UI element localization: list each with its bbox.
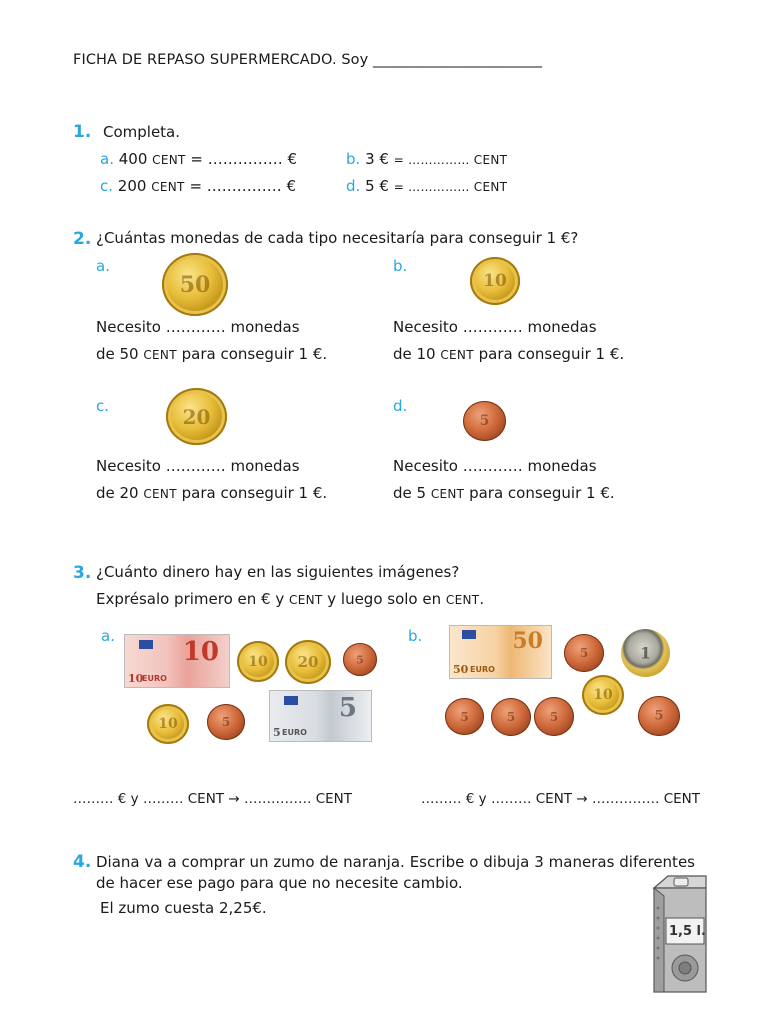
q1-item-b <box>346 150 507 168</box>
banknote-value: 5 <box>338 693 357 723</box>
q1-item-letter: d. <box>346 177 361 195</box>
q1-item-unit: = <box>393 153 405 167</box>
q2-item-letter: b. <box>393 257 408 275</box>
q2-line2-unit: CENT <box>430 487 465 501</box>
question-4-number: 4. <box>73 852 92 872</box>
q2-line2-unit: CENT <box>143 348 177 362</box>
coin-label: 1 <box>639 643 652 663</box>
question-3-text: ¿Cuánto dinero hay en las siguientes imágenes? <box>96 563 460 581</box>
coin-label: 5 <box>654 708 664 724</box>
question-2-text: ¿Cuántas monedas de cada tipo necesitaría para conseguir 1 €? <box>96 229 579 247</box>
q2-item-line2 <box>96 484 327 502</box>
q1-item-a <box>100 150 297 168</box>
q2-item-line1: Necesito ………… monedas <box>96 457 300 475</box>
q1-item-unit: CENT <box>152 153 186 167</box>
q2-item-letter: a. <box>96 257 110 275</box>
q2-item-letter: d. <box>393 397 408 415</box>
banknote-value: 10 <box>128 672 144 685</box>
q2-line2-lead: de 20 <box>96 484 144 502</box>
coin-label: 10 <box>593 687 613 703</box>
q3-answer-b: ……… € y ……… CENT → …………… CENT <box>421 791 701 807</box>
q1-item-unit: = <box>393 180 405 194</box>
q2-line2-rest: para conseguir 1 €. <box>176 484 328 502</box>
coin-label: 5 <box>479 413 490 429</box>
coin-1-euro-icon <box>621 629 670 677</box>
q2-item-line1: Necesito ………… monedas <box>393 457 597 475</box>
q2-line2-lead: de 10 <box>393 345 441 363</box>
coin-20-cent-icon <box>166 388 227 445</box>
coin-20-cent-icon <box>285 640 331 684</box>
q1-item-rest: = …………… € <box>184 177 297 195</box>
coin-50-cent-icon <box>162 253 228 316</box>
q1-item-unit: CENT <box>151 180 185 194</box>
q1-item-letter: a. <box>100 150 114 168</box>
coin-5-cent-icon <box>564 634 604 672</box>
q1-item-lead: 200 <box>117 177 152 195</box>
coin-label: 5 <box>356 653 364 666</box>
banknote-5-euro-icon <box>269 690 372 742</box>
coin-label: 20 <box>297 653 319 671</box>
question-3-number: 3. <box>73 563 92 583</box>
coin-5-cent-icon <box>534 697 574 736</box>
q3-item-letter: a. <box>101 627 115 645</box>
q2-item-line1: Necesito ………… monedas <box>96 318 300 336</box>
juice-carton-icon <box>648 874 712 996</box>
coin-label: 50 <box>179 271 211 298</box>
q2-line2-rest: para conseguir 1 €. <box>464 484 615 502</box>
q1-item-letter: c. <box>100 177 114 195</box>
page-title: FICHA DE REPASO SUPERMERCADO. Soy _______________________ <box>73 52 543 68</box>
q1-item-rest: …………… CENT <box>404 180 508 194</box>
instruction-part: y luego solo en <box>322 590 446 608</box>
banknote-10-euro-icon <box>124 634 230 688</box>
carton-label: 1,5 l. <box>669 924 706 939</box>
banknote-value: 5 <box>273 726 281 739</box>
coin-5-cent-icon <box>207 704 245 740</box>
q2-line2-unit: CENT <box>440 348 474 362</box>
question-4-price: El zumo cuesta 2,25€. <box>100 899 267 917</box>
q1-item-lead: 3 € <box>365 150 394 168</box>
coin-label: 10 <box>483 271 507 291</box>
coin-label: 5 <box>506 710 516 724</box>
q1-item-rest: …………… CENT <box>404 153 508 167</box>
instruction-part: . <box>479 590 485 608</box>
q3-answer-a: ……… € y ……… CENT → …………… CENT <box>73 791 353 807</box>
q1-item-rest: = …………… € <box>185 150 298 168</box>
coin-label: 5 <box>221 715 231 729</box>
question-2-number: 2. <box>73 229 92 249</box>
coin-5-cent-icon <box>463 401 506 441</box>
banknote-value: 10 <box>182 637 219 667</box>
coin-5-cent-icon <box>491 698 531 736</box>
coin-label: 20 <box>182 404 211 429</box>
q1-item-lead: 5 € <box>365 177 394 195</box>
coin-10-cent-icon <box>147 704 189 744</box>
instruction-unit: CENT <box>445 593 480 607</box>
q2-line2-rest: para conseguir 1 €. <box>473 345 625 363</box>
q2-item-line2 <box>393 345 624 363</box>
instruction-unit: CENT <box>289 593 323 607</box>
coin-5-cent-icon <box>343 643 377 676</box>
coin-label: 5 <box>460 709 469 724</box>
q2-item-line2 <box>393 484 615 502</box>
banknote-currency: EURO <box>470 665 495 674</box>
q2-item-line2 <box>96 345 327 363</box>
banknote-value: 50 <box>512 628 543 654</box>
coin-label: 10 <box>158 716 178 732</box>
coin-label: 10 <box>248 653 268 670</box>
question-1-number: 1. <box>73 122 92 142</box>
q3-item-letter: b. <box>408 627 423 645</box>
q2-line2-unit: CENT <box>143 487 177 501</box>
banknote-currency: EURO <box>282 728 307 737</box>
banknote-value: 50 <box>453 663 469 676</box>
coin-label: 5 <box>579 646 589 660</box>
q1-item-letter: b. <box>346 150 361 168</box>
instruction-part: Exprésalo primero en € y <box>96 590 290 608</box>
q1-item-d <box>346 177 507 195</box>
banknote-currency: EURO <box>142 674 167 683</box>
q2-line2-lead: de 5 <box>393 484 431 502</box>
question-3-instruction <box>96 590 484 608</box>
coin-10-cent-icon <box>470 257 520 305</box>
coin-5-cent-icon <box>638 696 680 736</box>
q1-item-lead: 400 <box>118 150 153 168</box>
coin-5-cent-icon <box>445 698 484 735</box>
question-1-text: Completa. <box>103 123 181 141</box>
question-4-text: Diana va a comprar un zumo de naranja. Escribe o dibuja 3 maneras diferentes de hacer ese pago para que no necesite cambio. <box>96 853 695 892</box>
coin-10-cent-icon <box>237 641 279 682</box>
coin-10-cent-icon <box>582 675 624 715</box>
q2-line2-lead: de 50 <box>96 345 144 363</box>
q2-item-line1: Necesito ………… monedas <box>393 318 597 336</box>
q2-line2-rest: para conseguir 1 €. <box>176 345 328 363</box>
q2-item-letter: c. <box>96 397 110 415</box>
coin-label: 5 <box>549 709 559 724</box>
banknote-50-euro-icon <box>449 625 552 679</box>
q1-item-c <box>100 177 296 195</box>
